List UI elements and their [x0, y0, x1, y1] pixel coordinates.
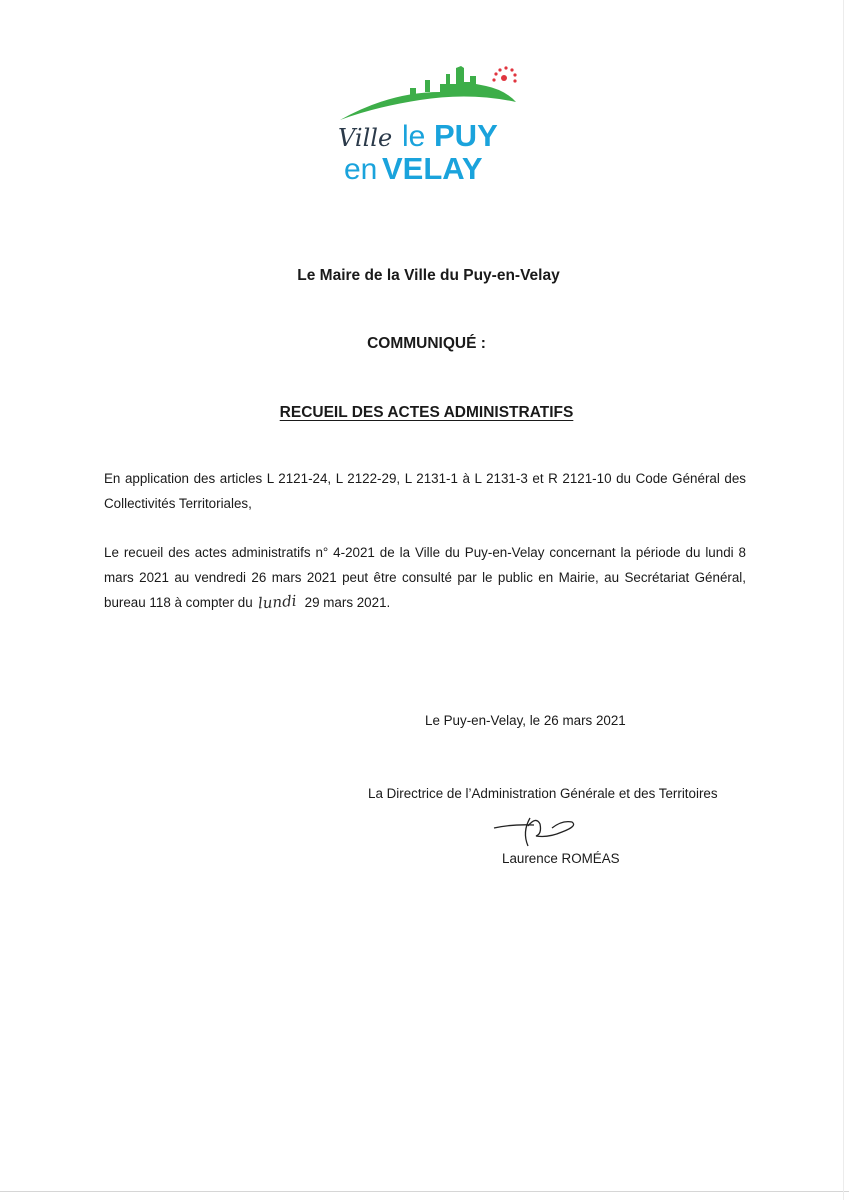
mayor-heading: Le Maire de la Ville du Puy-en-Velay — [297, 267, 560, 284]
paragraph-recueil-notice — [104, 541, 746, 616]
city-logo-graphic — [330, 62, 530, 192]
notice-text: Le recueil des actes administratifs n° 4-2021 de la Ville du Puy-en-Velay concernant la période du lundi 8 mars 2021 au vendredi 26 mars 2021 peut être consulté par le public en Mairie, au Secrétariat Général, bureau 118 à compter du — [104, 545, 746, 610]
notice-date: 29 mars 2021. — [304, 595, 391, 610]
handwritten-day: lundi — [257, 591, 298, 613]
paragraph-legal-basis: En application des articles L 2121-24, L 2122-29, L 2131-1 à L 2131-3 et R 2121-10 du Code Général des Collectivités Territoriales, — [104, 471, 746, 511]
sun-icon — [492, 66, 516, 82]
signer-name: Laurence ROMÉAS — [502, 851, 620, 866]
logo-le: le — [402, 120, 426, 153]
place-and-date: Le Puy-en-Velay, le 26 mars 2021 — [425, 713, 626, 728]
city-logo — [330, 62, 530, 192]
scan-artifact-line — [0, 1191, 849, 1192]
communique-heading: COMMUNIQUÉ : — [367, 335, 486, 352]
skyline-silhouette — [340, 66, 516, 120]
logo-ville: Ville — [338, 124, 393, 152]
handwritten-signature — [492, 812, 582, 852]
scan-artifact-edge — [843, 0, 844, 1200]
signer-title: La Directrice de l’Administration Générale et des Territoires — [368, 786, 718, 801]
logo-puy: PUY — [434, 118, 498, 153]
logo-en: en — [344, 153, 378, 186]
logo-velay: VELAY — [382, 151, 483, 186]
recueil-title: RECUEIL DES ACTES ADMINISTRATIFS — [279, 404, 574, 421]
